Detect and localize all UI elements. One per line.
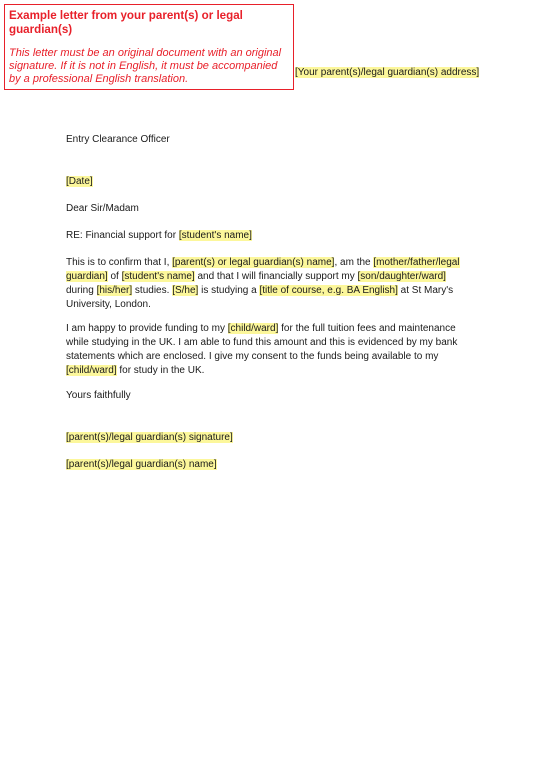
signature-placeholder: [parent(s)/legal guardian(s) signature] — [66, 432, 233, 443]
notice-title: Example letter from your parent(s) or legal guardian(s) — [9, 9, 243, 36]
text-run: studies. — [132, 285, 173, 296]
instruction-notice-box — [4, 4, 294, 90]
relationship-placeholder: [mother/father/legal guardian] — [66, 257, 460, 282]
subject-pronoun-placeholder: [S/he] — [172, 285, 199, 296]
course-title-placeholder: [title of course, e.g. BA English] — [259, 285, 398, 296]
child-ward-placeholder: [child/ward] — [227, 323, 279, 334]
text-run: of — [107, 271, 122, 282]
son-daughter-placeholder: [son/daughter/ward] — [357, 271, 446, 282]
text-run: , am the — [334, 257, 374, 268]
subject-prefix: RE: Financial support for — [66, 230, 179, 241]
confirmation-paragraph — [66, 256, 476, 312]
text-run: at St Mary's University, London. — [66, 285, 454, 310]
salutation: Dear Sir/Madam — [66, 203, 139, 214]
name-placeholder: [parent(s)/legal guardian(s) name] — [66, 459, 217, 470]
text-run: for the full tuition fees and maintenance while studying in the UK. I am able to fund this amount and this is evidenced by my bank statements which are enclosed. I give my consent to the funds being available to my — [66, 323, 458, 362]
text-run: and that I will financially support my — [194, 271, 358, 282]
date-placeholder: [Date] — [66, 176, 93, 187]
signature-line — [66, 431, 476, 445]
subject-line — [66, 229, 476, 243]
guardian-name-placeholder: [parent(s) or legal guardian(s) name] — [172, 257, 335, 268]
text-run: I am happy to provide funding to my — [66, 323, 228, 334]
date-line — [66, 175, 476, 189]
text-run: This is to confirm that I, — [66, 257, 173, 268]
closing: Yours faithfully — [66, 390, 131, 401]
address-placeholder — [295, 66, 479, 79]
pronoun-placeholder: [his/her] — [96, 285, 133, 296]
child-ward-placeholder: [child/ward] — [66, 365, 117, 376]
notice-body: This letter must be an original document with an original signature. If it is not in English, it must be accompanied by a professional English translation. — [9, 47, 282, 85]
name-line — [66, 458, 476, 472]
address-highlight: [Your parent(s)/legal guardian(s) address] — [295, 67, 480, 78]
text-run: is studying a — [198, 285, 260, 296]
text-run: for study in the UK. — [116, 365, 205, 376]
recipient-line: Entry Clearance Officer — [66, 134, 170, 145]
funding-paragraph — [66, 322, 476, 378]
text-run: during — [66, 285, 97, 296]
student-name-placeholder: [student's name] — [178, 230, 252, 241]
student-name-placeholder: [student's name] — [121, 271, 195, 282]
